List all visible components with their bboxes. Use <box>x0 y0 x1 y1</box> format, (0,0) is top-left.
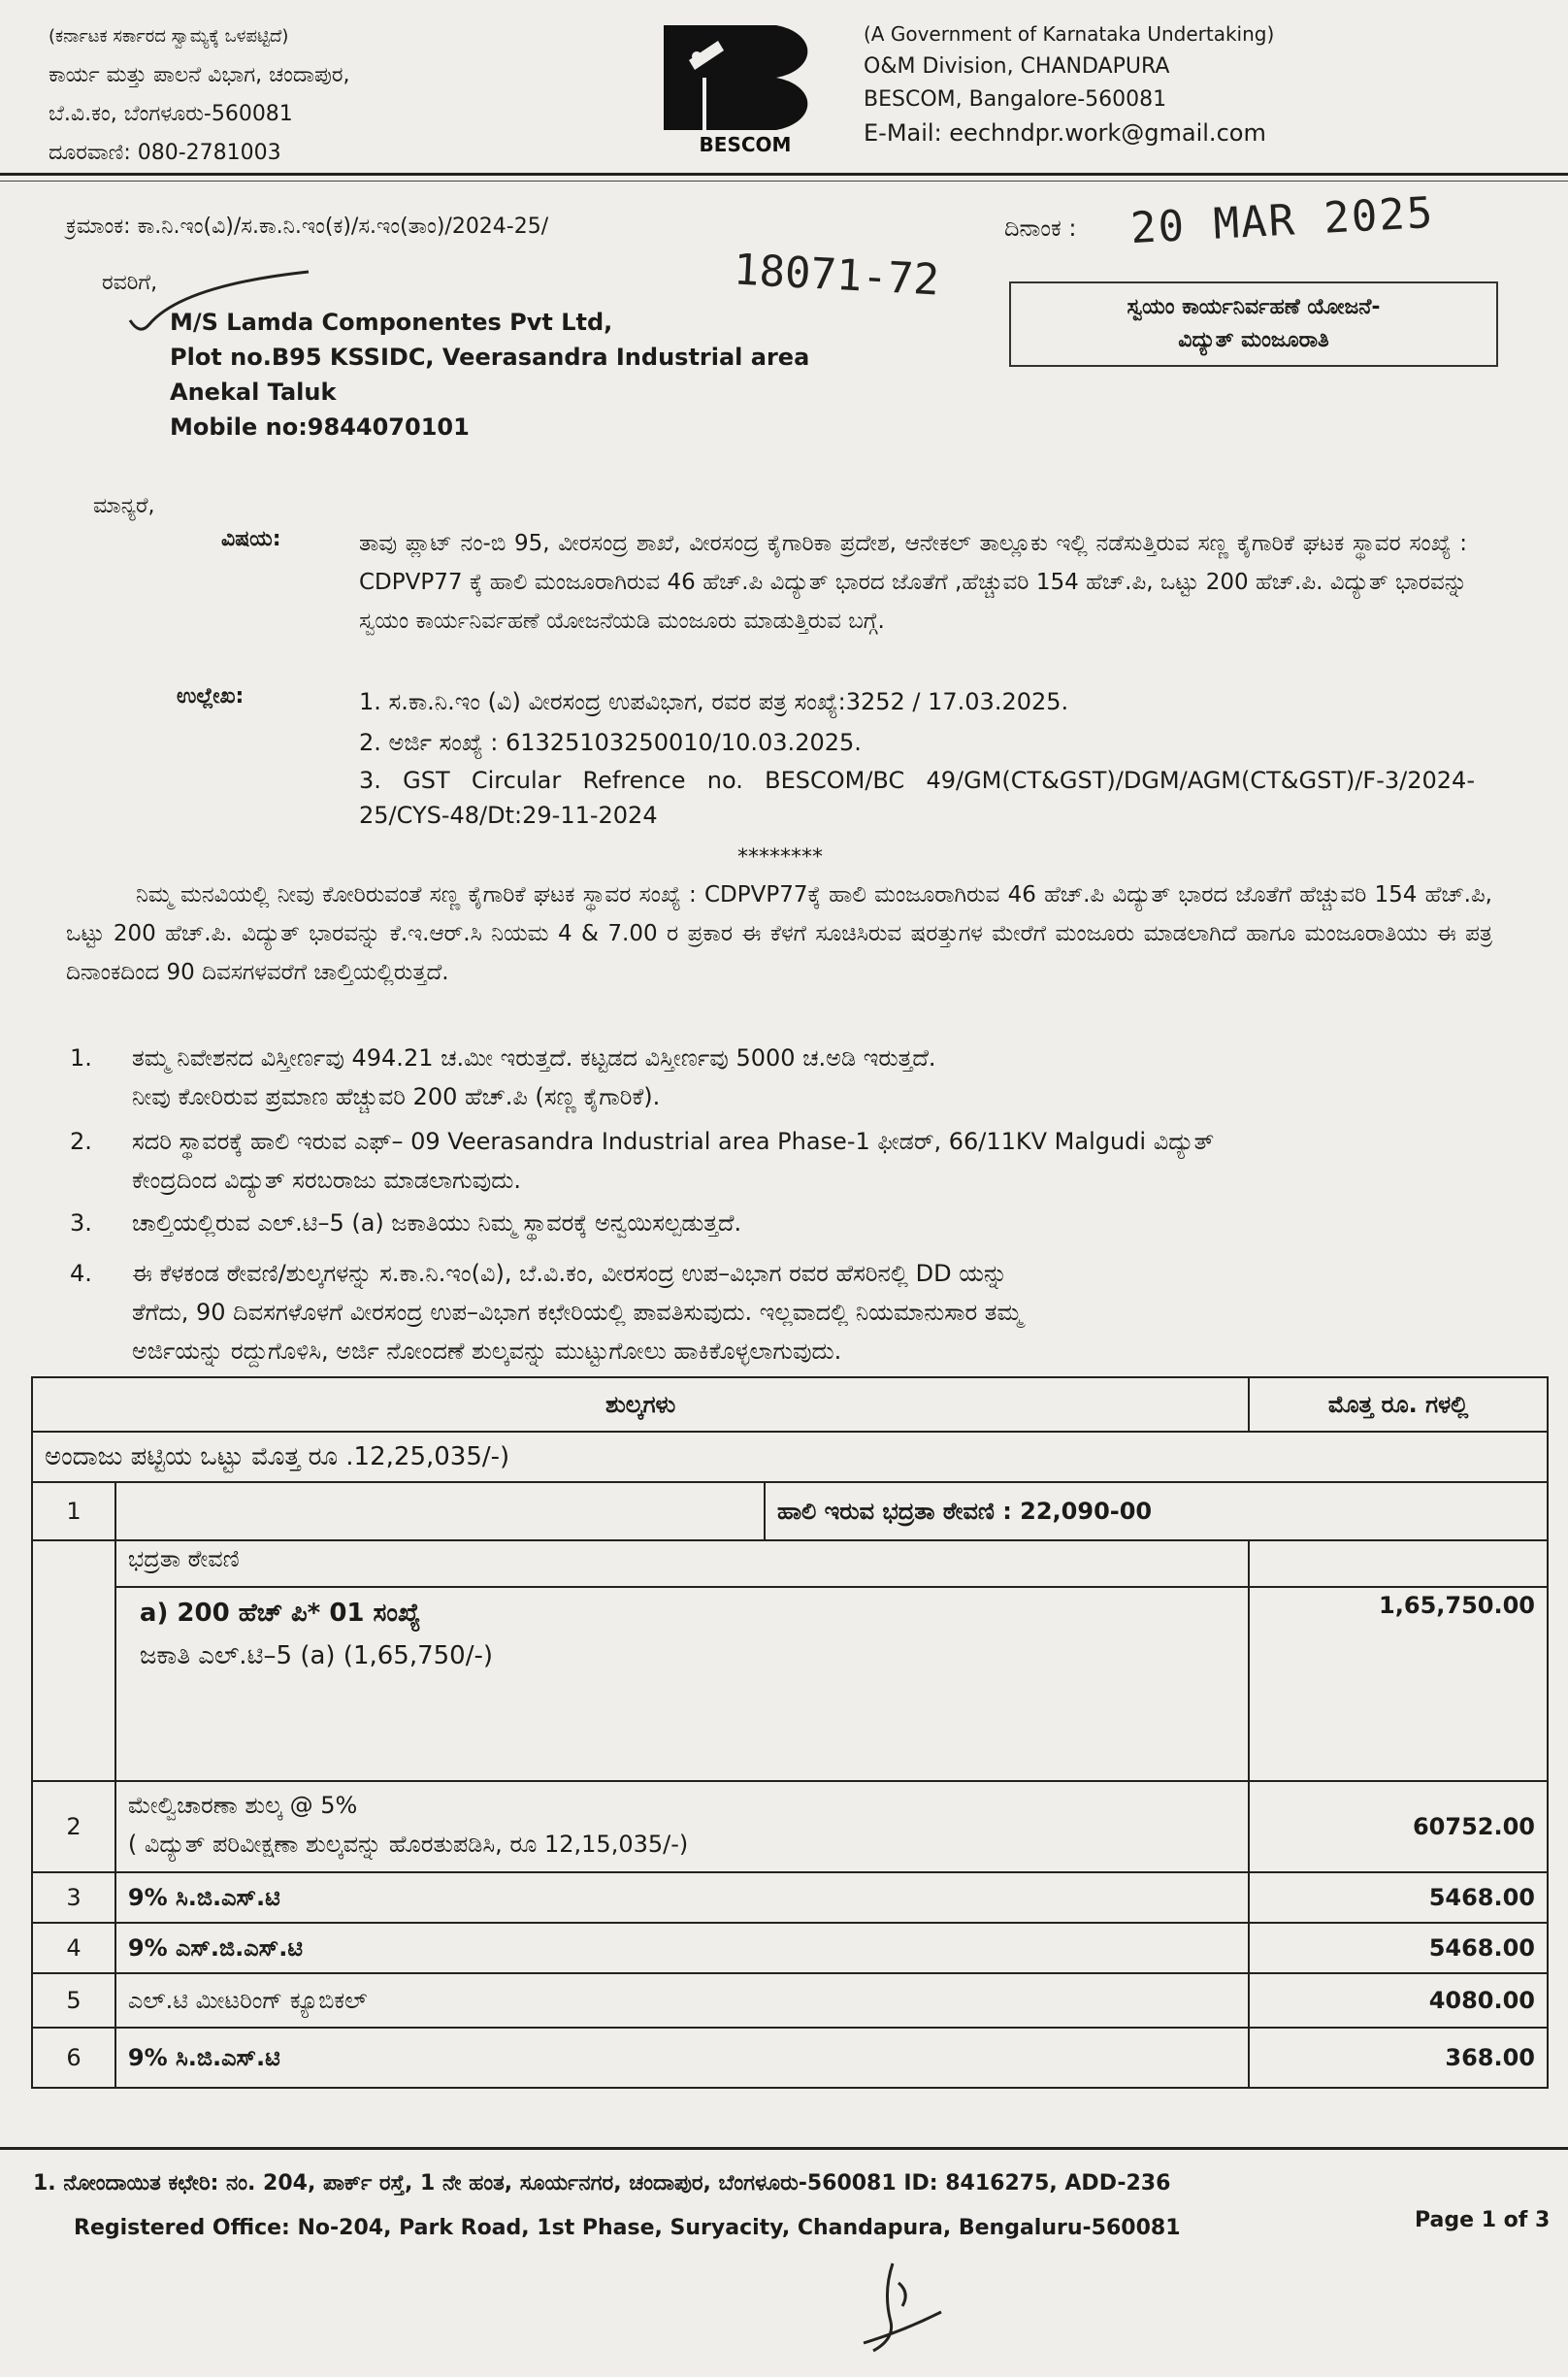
bescom-logo <box>660 21 831 157</box>
header-left-line-2: ಕಾರ್ಯ ಮತ್ತು ಪಾಲನೆ ವಿಭಾಗ, ಚಂದಾಪುರ, <box>49 63 350 87</box>
condition-3-number: 3. <box>70 1209 92 1237</box>
addressee-line-1: M/S Lamda Componentes Pvt Ltd, <box>170 309 613 336</box>
condition-1 <box>132 1039 1490 1116</box>
signature-scribble <box>834 2254 970 2360</box>
footer-rule <box>0 2147 1568 2150</box>
condition-1-line-2: ನೀವು ಕೋರಿರುವ ಪ್ರಮಾಣ ಹೆಚ್ಚುವರಿ 200 ಹೆಚ್.ಪಿ (ಸಣ್ಣ ಕೈಗಾರಿಕೆ). <box>132 1083 661 1110</box>
row-amount: 4080.00 <box>1249 1973 1548 2028</box>
item-a-subdesc: ಜಕಾತಿ ಎಲ್.ಟಿ–5 (a) (1,65,750/-) <box>139 1641 494 1670</box>
addressee-line-2: Plot no.B95 KSSIDC, Veerasandra Industrial area <box>170 344 810 371</box>
ref-number: ಕ್ರಮಾಂಕ: ಕಾ.ನಿ.ಇಂ(ವಿ)/ಸ.ಕಾ.ನಿ.ಇಂ(ಕ)/ಸ.ಇಂ(ತಾಂ)/2024-25/ <box>66 215 549 239</box>
footer-line-2: Registered Office: No-204, Park Road, 1st Phase, Suryacity, Chandapura, Bengaluru-560081 <box>74 2216 1181 2240</box>
row-amount: 60752.00 <box>1249 1781 1548 1872</box>
header-right-line-3: BESCOM, Bangalore-560081 <box>864 87 1167 112</box>
row-description: 9% ಸಿ.ಜಿ.ಎಸ್.ಟಿ <box>115 2028 1249 2088</box>
row-number: 6 <box>32 2028 115 2088</box>
table-row <box>32 1923 1548 1973</box>
header-rule-thin <box>0 181 1568 182</box>
condition-2-line-2: ಕೇಂದ್ರದಿಂದ ವಿದ್ಯುತ್ ಸರಬರಾಜು ಮಾಡಲಾಗುವುದು. <box>132 1167 521 1194</box>
condition-4 <box>132 1254 1510 1370</box>
subject-label: ವಿಷಯ: <box>221 527 281 551</box>
condition-1-number: 1. <box>70 1044 92 1072</box>
row-description: 9% ಎಸ್.ಜಿ.ಎಸ್.ಟಿ <box>115 1923 1249 1973</box>
header-left-line-1: (ಕರ್ನಾಟಕ ಸರ್ಕಾರದ ಸ್ವಾಮ್ಯಕ್ಕೆ ಒಳಪಟ್ಟಿದೆ) <box>49 26 289 47</box>
table-header-row <box>32 1377 1548 1432</box>
header-email: E-Mail: eechndpr.work@gmail.com <box>864 119 1266 147</box>
row-amount: 368.00 <box>1249 2028 1548 2088</box>
table-row <box>32 1973 1548 2028</box>
subject-text: ತಾವು ಪ್ಲಾಟ್ ನಂ-ಬಿ 95, ವೀರಸಂದ್ರ ಶಾಖೆ, ವೀರಸಂದ್ರ ಕೈಗಾರಿಕಾ ಪ್ರದೇಶ, ಆನೇಕಲ್ ತಾಲ್ಲೂಕು ಇಲ್ಲಿ ನಡೆಸುತ್ತಿರುವ ಸಣ್ಣ ಕೈಗಾರಿಕೆ ಘಟಕ ಸ್ಥಾವರ ಸಂಖ್ಯೆ : CDPVP77 ಕ್ಕೆ ಹಾಲಿ ಮಂಜೂರಾಗಿರುವ 46 ಹೆಚ್.ಪಿ ವಿದ್ಯುತ್ ಭಾರದ ಜೊತೆಗೆ ,ಹೆಚ್ಚುವರಿ 154 ಹೆಚ್.ಪಿ, ಒಟ್ಟು 200 ಹೆಚ್.ಪಿ. ವಿದ್ಯುತ್ ಭಾರವನ್ನು ಸ್ವಯಂ ಕಾರ್ಯನಿರ್ವಹಣೆ ಯೋಜನೆಯಡಿ ಮಂಜೂರು ಮಾಡುತ್ತಿರುವ ಬಗ್ಗೆ. <box>359 531 1467 634</box>
condition-3 <box>132 1204 1490 1242</box>
addressee-line-4: Mobile no:9844070101 <box>170 413 470 441</box>
reference-item-1: 1. ಸ.ಕಾ.ನಿ.ಇಂ (ವಿ) ವೀರಸಂದ್ರ ಉಪವಿಭಾಗ, ರವರ ಪತ್ರ ಸಂಖ್ಯೆ:3252 / 17.03.2025. <box>359 688 1069 715</box>
security-deposit-label: ಭದ್ರತಾ ಠೇವಣಿ <box>115 1540 1249 1587</box>
header-left-line-3: ಬೆ.ವಿ.ಕಂ, ಬೆಂಗಳೂರು-560081 <box>49 102 293 126</box>
subject-box-line-1: ಸ್ವಯಂ ಕಾರ್ಯನಿರ್ವಹಣೆ ಯೋಜನೆ- <box>1127 295 1381 319</box>
condition-4-line-1: ಈ ಕೆಳಕಂಡ ಠೇವಣಿ/ಶುಲ್ಕಗಳನ್ನು ಸ.ಕಾ.ನಿ.ಇಂ(ವಿ), ಬೆ.ವಿ.ಕಂ, ವೀರಸಂದ್ರ ಉಪ–ವಿಭಾಗ ರವರ ಹೆಸರಿನಲ್ಲಿ DD ಯನ್ನು <box>132 1260 1008 1287</box>
row-desc-line-1: ಮೇಲ್ವಿಚಾರಣಾ ಶುಲ್ಕ @ 5% <box>127 1792 358 1819</box>
condition-4-line-2: ತೆಗೆದು, 90 ದಿವಸಗಳೊಳಗೆ ವೀರಸಂದ್ರ ಉಪ–ವಿಭಾಗ ಕಛೇರಿಯಲ್ಲಿ ಪಾವತಿಸುವುದು. ಇಲ್ಲವಾದಲ್ಲಿ ನಿಯಮಾನುಸಾರ ತಮ್ಮ <box>132 1299 1023 1326</box>
row-number: 2 <box>32 1781 115 1872</box>
row-amount: 5468.00 <box>1249 1923 1548 1973</box>
condition-1-line-1: ತಮ್ಮ ನಿವೇಶನದ ವಿಸ್ತೀರ್ಣವು 494.21 ಚ.ಮೀ ಇರುತ್ತದೆ. ಕಟ್ಟಡದ ವಿಸ್ತೀರ್ಣವು 5000 ಚ.ಅಡಿ ಇರುತ್ತದೆ. <box>132 1044 936 1072</box>
table-row <box>32 1540 1548 1587</box>
empty-cell <box>32 1587 115 1781</box>
fees-column-header: ಶುಲ್ಕಗಳು <box>32 1377 1249 1432</box>
header-left <box>49 17 592 173</box>
condition-2-line-1: ಸದರಿ ಸ್ಥಾವರಕ್ಕೆ ಹಾಲಿ ಇರುವ ಎಫ್– 09 Veerasandra Industrial area Phase-1 ಫೀಡರ್, 66/11KV Malgudi ವಿದ್ಯುತ್ <box>132 1128 1215 1155</box>
empty-cell <box>115 1482 765 1540</box>
row-description <box>115 1781 1249 1872</box>
condition-3-line-1: ಚಾಲ್ತಿಯಲ್ಲಿರುವ ಎಲ್.ಟಿ–5 (a) ಜಕಾತಿಯು ನಿಮ್ಮ ಸ್ಥಾವರಕ್ಕೆ ಅನ್ವಯಿಸಲ್ಪಡುತ್ತದೆ. <box>132 1209 742 1237</box>
table-row <box>32 2028 1548 2088</box>
security-deposit-item <box>115 1587 1249 1781</box>
date-stamp: 20 MAR 2025 <box>1128 187 1436 254</box>
header-right-line-2: O&M Division, CHANDAPURA <box>864 54 1170 79</box>
body-paragraph: ನಿಮ್ಮ ಮನವಿಯಲ್ಲಿ ನೀವು ಕೋರಿರುವಂತೆ ಸಣ್ಣ ಕೈಗಾರಿಕೆ ಘಟಕ ಸ್ಥಾವರ ಸಂಖ್ಯೆ : CDPVP77ಕ್ಕೆ ಹಾಲಿ ಮಂಜೂರಾಗಿರುವ 46 ಹೆಚ್.ಪಿ ವಿದ್ಯುತ್ ಭಾರದ ಜೊತೆಗೆ ಹೆಚ್ಚುವರಿ 154 ಹೆಚ್.ಪಿ, ಒಟ್ಟು 200 ಹೆಚ್.ಪಿ. ವಿದ್ಯುತ್ ಭಾರವನ್ನು ಕೆ.ಇ.ಆರ್.ಸಿ ನಿಯಮ 4 & 7.00 ರ ಪ್ರಕಾರ ಈ ಕೆಳಗೆ ಸೂಚಿಸಿರುವ ಷರತ್ತುಗಳ ಮೇರೆಗೆ ಮಂಜೂರು ಮಾಡಲಾಗಿದೆ ಹಾಗೂ ಮಂಜೂರಾತಿಯು ಈ ಪತ್ರ ದಿನಾಂಕದಿಂದ 90 ದಿವಸಗಳವರೆಗೆ ಚಾಲ್ತಿಯಲ್ಲಿರುತ್ತದೆ. <box>66 882 1492 985</box>
header-right-line-1: (A Government of Karnataka Undertaking) <box>864 22 1275 46</box>
table-row <box>32 1587 1548 1781</box>
subject-box-line-2: ವಿದ್ಯುತ್ ಮಂಜೂರಾತಿ <box>1178 328 1329 352</box>
date-label: ದಿನಾಂಕ : <box>1004 215 1077 242</box>
header-right <box>864 17 1543 149</box>
row-number: 1 <box>32 1482 115 1540</box>
condition-2-number: 2. <box>70 1128 92 1155</box>
empty-cell <box>1249 1540 1548 1587</box>
table-row <box>32 1872 1548 1923</box>
salutation: ಮಾನ್ಯರೆ, <box>93 494 155 518</box>
amount-column-header: ಮೊತ್ತ ರೂ. ಗಳಲ್ಲಿ <box>1249 1377 1548 1432</box>
header-left-line-4: ದೂರವಾಣಿ: 080-2781003 <box>49 141 281 165</box>
row-desc-line-2: ( ವಿದ್ಯುತ್ ಪರಿವೀಕ್ಷಣಾ ಶುಲ್ಕವನ್ನು ಹೊರತುಪಡಿಸಿ, ರೂ 12,15,035/-) <box>127 1831 689 1858</box>
row-number: 5 <box>32 1973 115 2028</box>
row-description: ಎಲ್.ಟಿ ಮೀಟರಿಂಗ್ ಕ್ಯೂಬಿಕಲ್ <box>115 1973 1249 2028</box>
fees-table <box>31 1376 1549 2089</box>
row-number: 3 <box>32 1872 115 1923</box>
header-rule <box>0 173 1568 176</box>
estimate-total: ಅಂದಾಜು ಪಟ್ಟಿಯ ಒಟ್ಟು ಮೊತ್ತ ರೂ .12,25,035/-) <box>32 1432 1548 1482</box>
condition-4-line-3: ಅರ್ಜಿಯನ್ನು ರದ್ದುಗೊಳಿಸಿ, ಅರ್ಜಿ ನೋಂದಣೆ ಶುಲ್ಕವನ್ನು ಮುಟ್ಟುಗೋಲು ಹಾಕಿಕೊಳ್ಳಲಾಗುವುದು. <box>132 1337 842 1365</box>
table-row <box>32 1432 1548 1482</box>
references-label: ಉಲ್ಲೇಖ: <box>177 684 245 709</box>
table-row <box>32 1482 1548 1540</box>
subject-box <box>1009 281 1498 367</box>
reference-item-2: 2. ಅರ್ಜಿ ಸಂಖ್ಯೆ : 61325103250010/10.03.2025. <box>359 729 862 756</box>
table-row <box>32 1781 1548 1872</box>
references-list <box>359 681 1475 833</box>
reference-item-3: 3. GST Circular Refrence no. BESCOM/BC 49/GM(CT&GST)/DGM/AGM(CT&GST)/F-3/2024-25/CYS-48/Dt:29-11-2024 <box>359 767 1475 829</box>
existing-deposit: ಹಾಲಿ ಇರುವ ಭದ್ರತಾ ಠೇವಣಿ : 22,090-00 <box>765 1482 1548 1540</box>
row-amount: 5468.00 <box>1249 1872 1548 1923</box>
page-number: Page 1 of 3 <box>1415 2208 1551 2232</box>
condition-4-number: 4. <box>70 1260 92 1287</box>
to-label: ರವರಿಗೆ, <box>102 271 158 295</box>
item-a-amount: 1,65,750.00 <box>1249 1587 1548 1781</box>
condition-2 <box>132 1122 1510 1200</box>
stars-divider: ******** <box>737 845 823 870</box>
handwritten-ref-no: 18071-72 <box>732 245 941 306</box>
item-a-desc: a) 200 ಹೆಚ್ ಪಿ* 01 ಸಂಖ್ಯೆ <box>139 1599 421 1628</box>
row-number: 4 <box>32 1923 115 1973</box>
row-description: 9% ಸಿ.ಜಿ.ಎಸ್.ಟಿ <box>115 1872 1249 1923</box>
addressee-line-3: Anekal Taluk <box>170 379 337 406</box>
logo-text: BESCOM <box>699 133 792 156</box>
handwritten-tick <box>124 264 318 342</box>
empty-cell <box>32 1540 115 1587</box>
footer-line-1: 1. ನೋಂದಾಯಿತ ಕಛೇರಿ: ನಂ. 204, ಪಾರ್ಕ್ ರಸ್ತೆ, 1 ನೇ ಹಂತ, ಸೂರ್ಯನಗರ, ಚಂದಾಪುರ, ಬೆಂಗಳೂರು-560081 ID: 8416275, ADD-236 <box>33 2171 1171 2195</box>
